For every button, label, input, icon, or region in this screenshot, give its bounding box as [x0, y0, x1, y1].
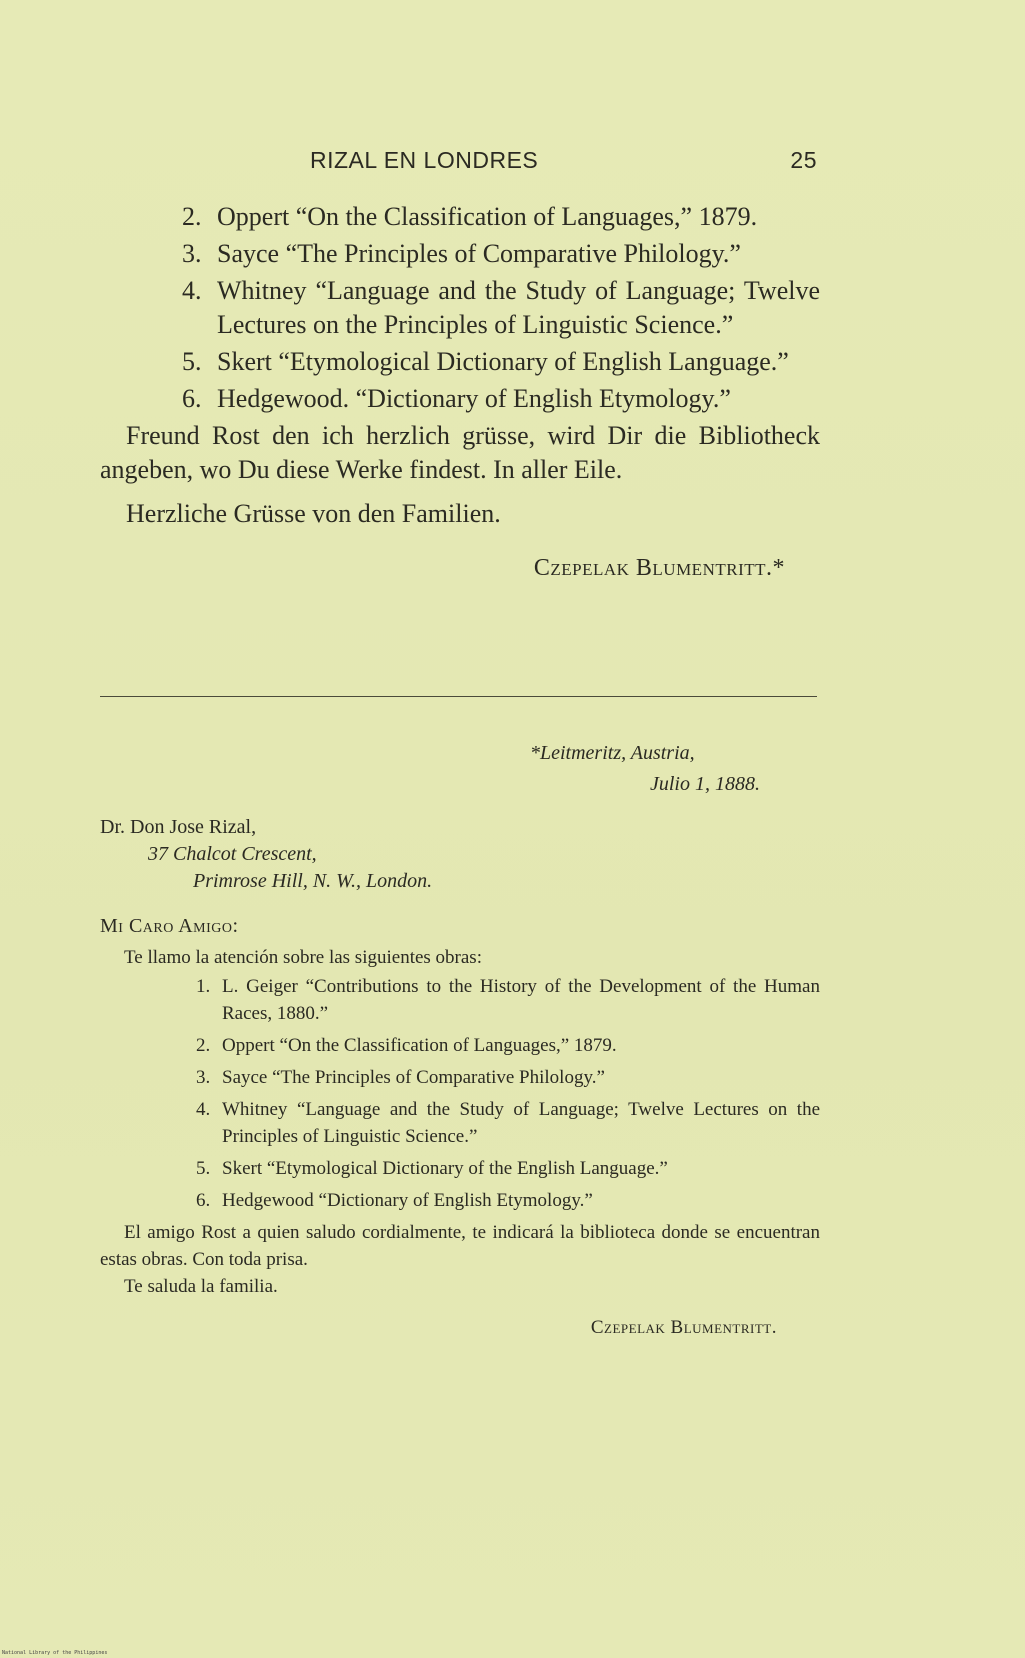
item-text: Whitney “Language and the Study of Language; Twelve Lectures on the Principles of Linguistic Science.”	[217, 276, 820, 339]
running-title: RIZAL EN LONDRES	[310, 147, 539, 173]
address-line: Primrose Hill, N. W., London.	[193, 870, 433, 892]
spanish-reference-list	[100, 973, 820, 1214]
dateline	[100, 740, 820, 800]
dateline-date: Julio 1, 1888.	[650, 773, 760, 795]
page-number: 25	[790, 147, 817, 173]
item-text: Whitney “Language and the Study of Language; Twelve Lectures on the Principles of Linguistic Science.”	[222, 1099, 820, 1147]
item-text: Oppert “On the Classification of Languages,” 1879.	[222, 1035, 617, 1056]
item-number: 4.	[196, 1099, 211, 1120]
spanish-letter	[100, 740, 820, 1341]
library-credit: National Library of the Philippines	[2, 1650, 108, 1656]
item-number: 3.	[182, 239, 202, 268]
intro-line: Te llamo la atención sobre las siguientes obras:	[124, 947, 482, 968]
dateline-place: *Leitmeritz, Austria,	[530, 742, 695, 764]
list-item	[100, 237, 820, 271]
item-number: 5.	[196, 1158, 211, 1179]
item-number: 1.	[196, 976, 211, 997]
address-line: Dr. Don Jose Rizal,	[100, 816, 257, 838]
list-item	[100, 1155, 820, 1182]
item-text: Skert “Etymological Dictionary of English Language.”	[217, 347, 789, 376]
german-signature: Czepelak Blumentritt.*	[533, 555, 785, 581]
item-text: Hedgewood. “Dictionary of English Etymology.”	[217, 384, 731, 413]
item-number: 2.	[196, 1035, 211, 1056]
item-text: Skert “Etymological Dictionary of the English Language.”	[222, 1158, 668, 1179]
item-number: 3.	[196, 1067, 211, 1088]
list-item	[100, 382, 820, 416]
closing-paragraph: El amigo Rost a quien saludo cordialmente, te indicará la biblioteca donde se encuentran estas obras. Con toda prisa.	[100, 1222, 820, 1270]
german-reference-list	[100, 200, 820, 416]
item-text: Oppert “On the Classification of Languages,” 1879.	[217, 202, 758, 231]
item-number: 6.	[196, 1190, 211, 1211]
spanish-signature: Czepelak Blumentritt.	[590, 1317, 777, 1338]
list-item	[100, 1187, 820, 1214]
list-item	[100, 200, 820, 234]
section-divider	[100, 696, 817, 697]
list-item	[100, 973, 820, 1027]
german-paragraph: Freund Rost den ich herzlich grüsse, wird Dir die Bibliotheck angeben, wo Du diese Werke findest. In aller Eile.	[100, 421, 820, 484]
list-item	[100, 345, 820, 379]
list-item	[100, 1032, 820, 1059]
item-text: Hedgewood “Dictionary of English Etymology.”	[222, 1190, 593, 1211]
list-item	[100, 1064, 820, 1091]
list-item	[100, 1096, 820, 1150]
item-text: Sayce “The Principles of Comparative Philology.”	[217, 239, 741, 268]
running-header	[310, 147, 820, 183]
item-text: Sayce “The Principles of Comparative Philology.”	[222, 1067, 605, 1088]
address-line: 37 Chalcot Crescent,	[148, 843, 317, 865]
recipient-address	[100, 814, 820, 895]
salutation: Mi Caro Amigo:	[100, 915, 239, 937]
item-text: L. Geiger “Contributions to the History of the Development of the Human Races, 1880.”	[222, 976, 820, 1024]
item-number: 4.	[182, 276, 202, 305]
closing-salute: Te saluda la familia.	[124, 1276, 278, 1297]
item-number: 2.	[182, 202, 202, 231]
german-letter	[100, 200, 820, 585]
item-number: 6.	[182, 384, 202, 413]
list-item	[100, 274, 820, 342]
german-greeting-paragraph: Herzliche Grüsse von den Familien.	[126, 499, 501, 528]
item-number: 5.	[182, 347, 202, 376]
